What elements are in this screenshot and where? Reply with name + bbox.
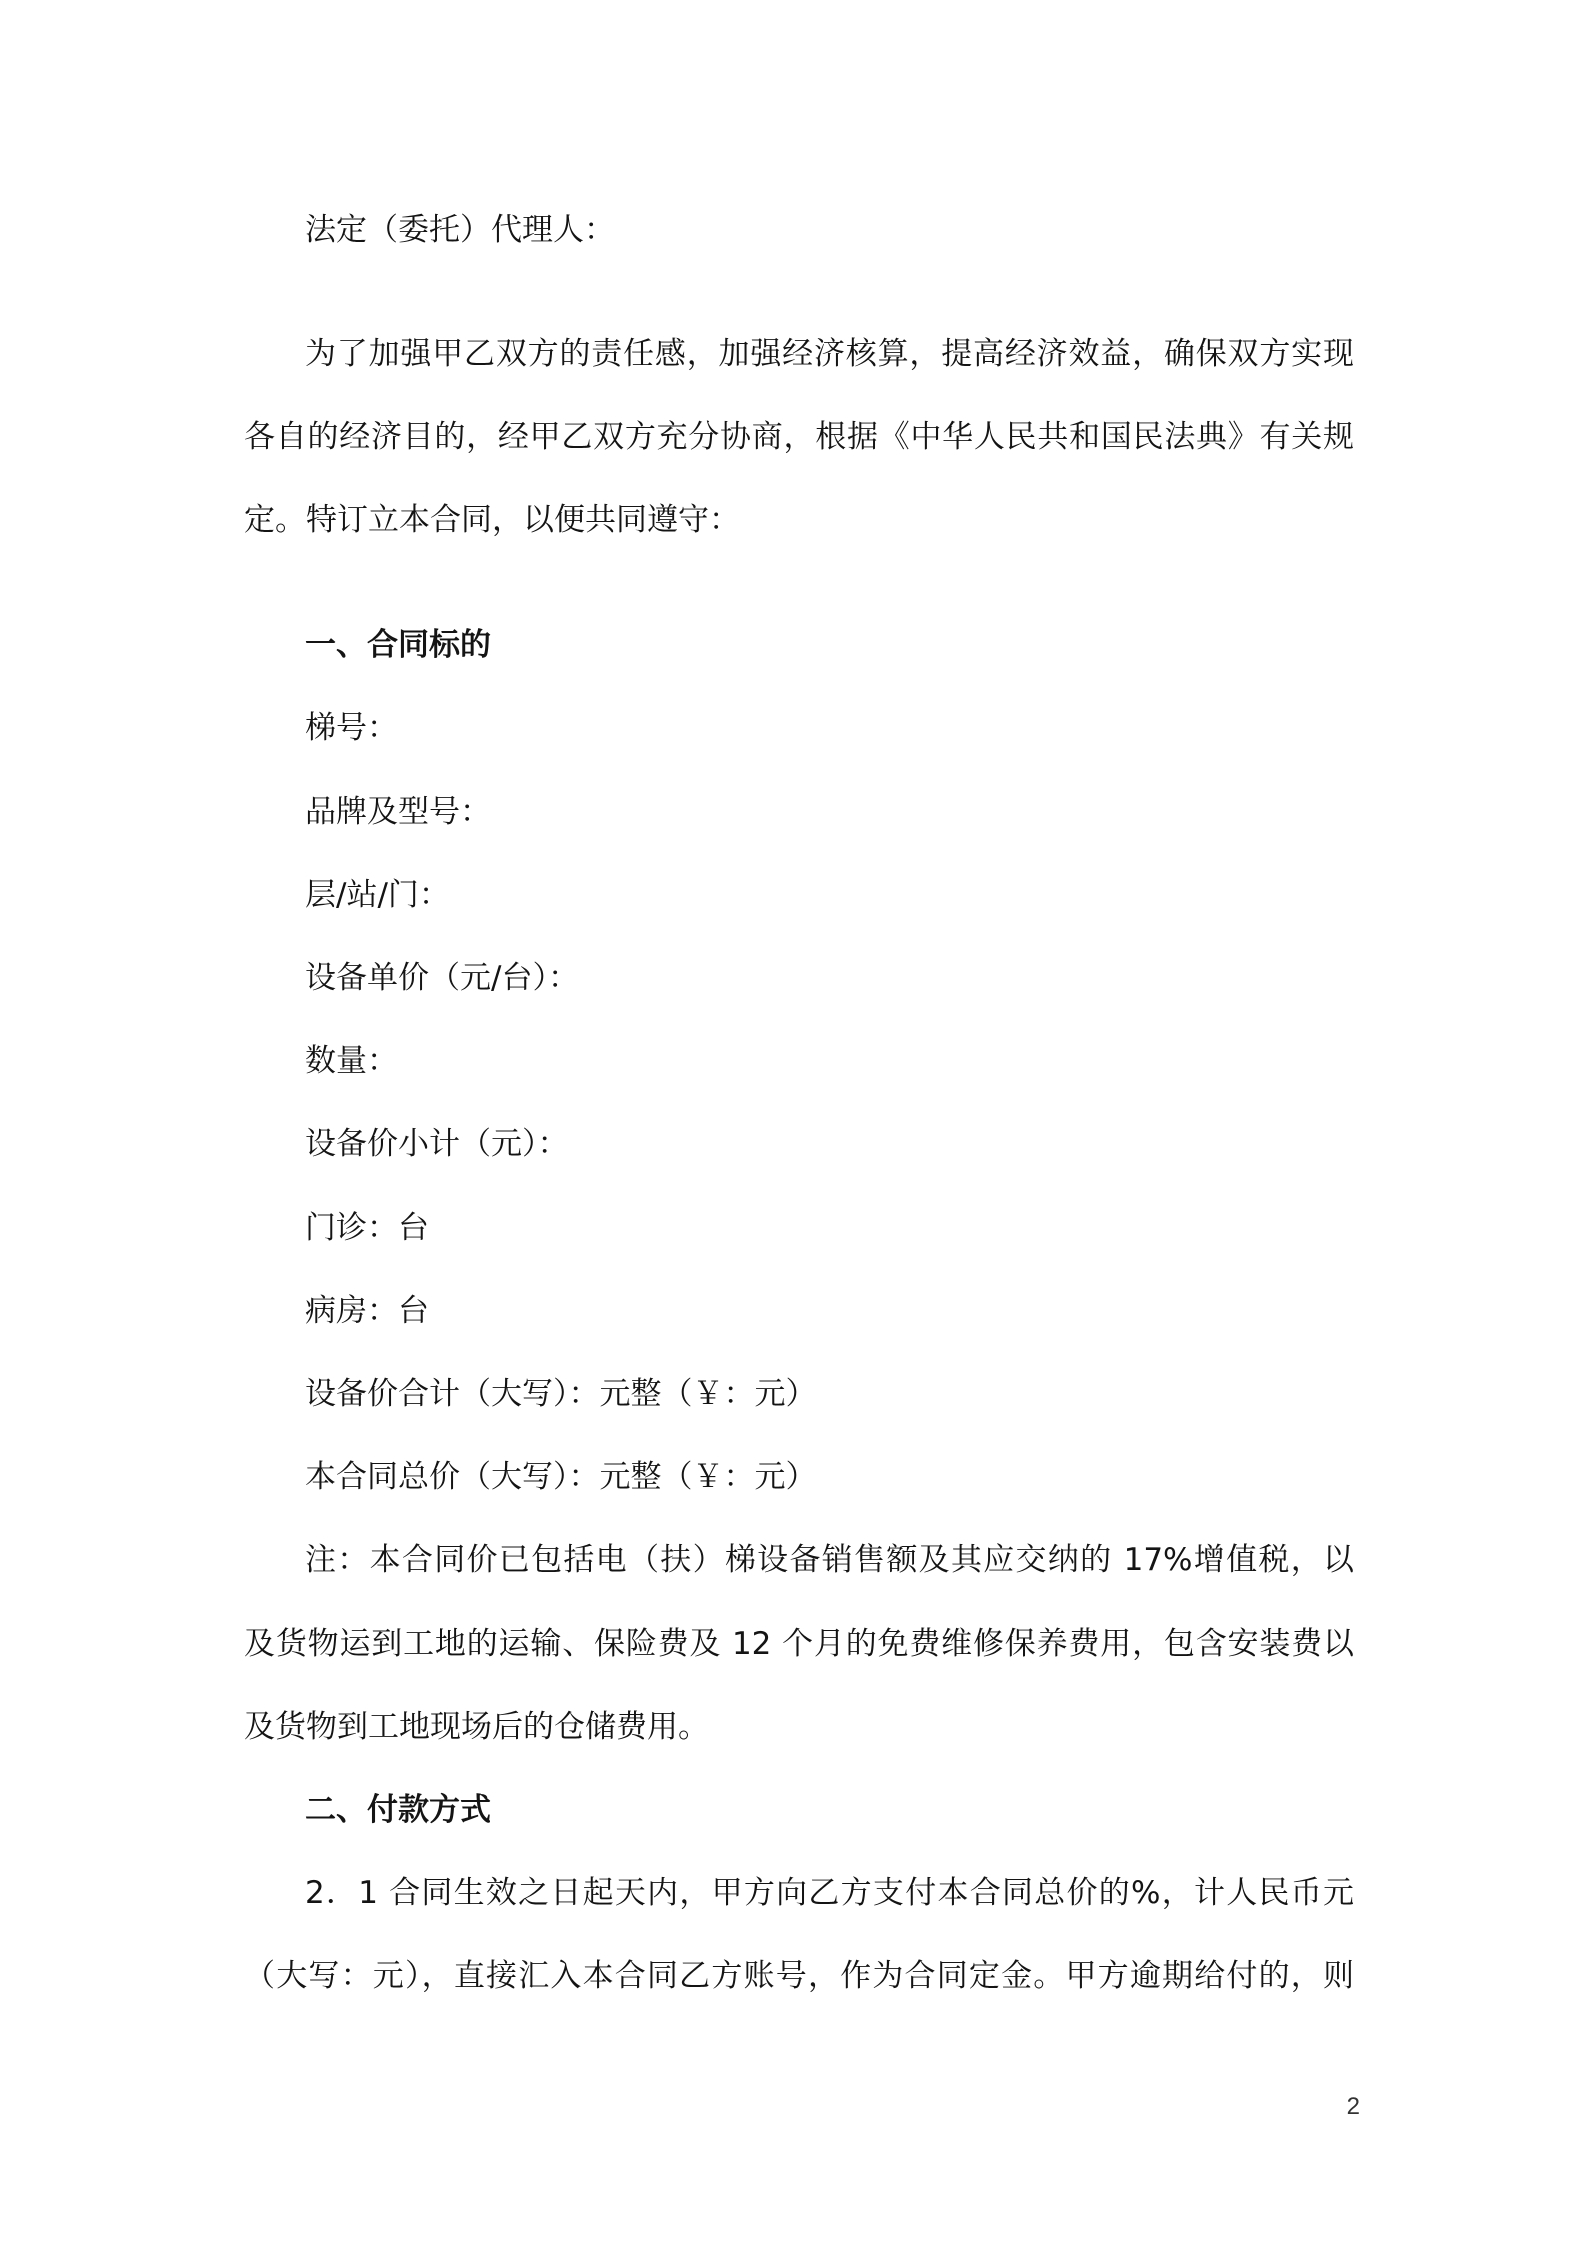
field-elevator-no: 梯号： bbox=[305, 710, 398, 746]
note-line-2: 及货物运到工地的运输、保险费及 12 个月的免费维修保养费用，包含安装费以 bbox=[244, 1626, 1354, 1662]
preamble-line-2: 各自的经济目的，经甲乙双方充分协商，根据《中华人民共和国民法典》有关规 bbox=[244, 419, 1354, 455]
field-equipment-total: 设备价合计（大写）：元整（￥：元） bbox=[305, 1376, 817, 1412]
field-ward: 病房：台 bbox=[305, 1293, 429, 1329]
preamble-line-1: 为了加强甲乙双方的责任感，加强经济核算，提高经济效益，确保双方实现 bbox=[305, 336, 1354, 372]
payment-line-2: （大写：元），直接汇入本合同乙方账号，作为合同定金。甲方逾期给付的，则 bbox=[244, 1958, 1354, 1994]
page-number: 2 bbox=[1346, 2093, 1360, 2120]
field-contract-total: 本合同总价（大写）：元整（￥：元） bbox=[305, 1459, 817, 1495]
note-line-3: 及货物到工地现场后的仓储费用。 bbox=[244, 1709, 709, 1745]
field-unit-price: 设备单价（元/台）： bbox=[305, 960, 579, 996]
payment-line-1: 2．1 合同生效之日起天内，甲方向乙方支付本合同总价的%，计人民币元 bbox=[305, 1875, 1354, 1911]
preamble-line-3: 定。特订立本合同，以便共同遵守： bbox=[244, 502, 740, 538]
note-line-1: 注：本合同价已包括电（扶）梯设备销售额及其应交纳的 17%增值税，以 bbox=[305, 1542, 1354, 1578]
field-brand-model: 品牌及型号： bbox=[305, 794, 491, 830]
section-heading-1: 一、合同标的 bbox=[305, 627, 491, 663]
field-outpatient: 门诊：台 bbox=[305, 1210, 429, 1246]
field-subtotal: 设备价小计（元）： bbox=[305, 1126, 569, 1162]
section-heading-2: 二、付款方式 bbox=[305, 1792, 491, 1828]
agent-label: 法定（委托）代理人： bbox=[305, 212, 615, 248]
field-quantity: 数量： bbox=[305, 1043, 398, 1079]
field-floors-stops-doors: 层/站/门： bbox=[305, 877, 450, 913]
